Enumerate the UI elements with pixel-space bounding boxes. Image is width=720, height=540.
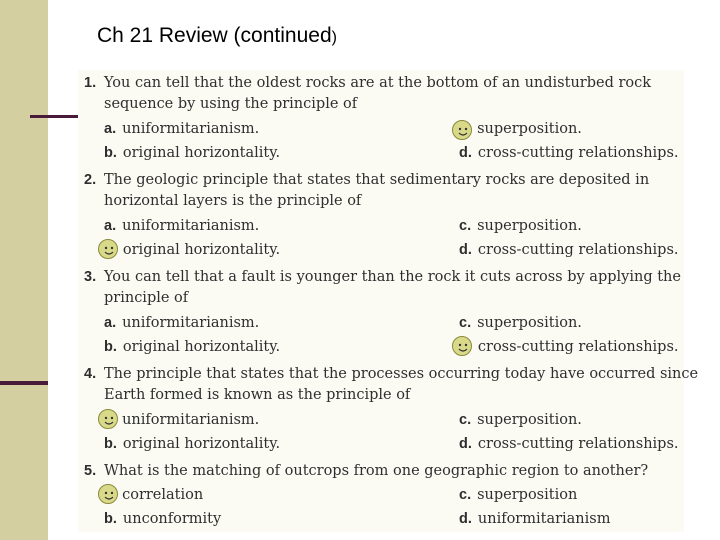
- smiley-face-icon: [98, 484, 118, 504]
- option-b: b. unconformity: [104, 511, 222, 527]
- option-c: superposition.: [477, 121, 582, 137]
- option-a: a. uniformitarianism.: [104, 218, 260, 234]
- accent-rule: [0, 381, 48, 385]
- question-number: 1.: [84, 75, 97, 91]
- question-number: 4.: [84, 366, 97, 382]
- question-number: 2.: [84, 172, 97, 188]
- question-text: The principle that states that the processes occurring today have occurred since: [104, 366, 699, 382]
- option-d: cross-cutting relationships.: [477, 339, 679, 355]
- option-a: uniformitarianism.: [122, 412, 260, 428]
- smiley-face-icon: [98, 409, 118, 429]
- question-text: principle of: [104, 290, 189, 306]
- question-text: You can tell that the oldest rocks are at the bottom of an undisturbed rock: [104, 75, 652, 91]
- smiley-face-icon: [452, 120, 472, 140]
- option-c: c. superposition.: [459, 315, 582, 331]
- question-number: 5.: [84, 463, 97, 479]
- option-c: c. superposition.: [459, 218, 582, 234]
- question-text: horizontal layers is the principle of: [104, 193, 362, 209]
- slide-title: Ch 21 Review (continued): [97, 24, 337, 47]
- smiley-face-icon: [98, 239, 118, 259]
- question-text: What is the matching of outcrops from one geographic region to another?: [104, 463, 649, 479]
- option-a: correlation: [122, 487, 204, 503]
- option-d: d. cross-cutting relationships.: [459, 242, 679, 258]
- accent-rule-short: [30, 115, 80, 118]
- question-text: sequence by using the principle of: [104, 96, 358, 112]
- sidebar-band: [0, 0, 48, 540]
- option-a: a. uniformitarianism.: [104, 315, 260, 331]
- option-b: original horizontality.: [122, 242, 281, 258]
- option-d: d. cross-cutting relationships.: [459, 145, 679, 161]
- option-b: b. original horizontality.: [104, 145, 281, 161]
- option-a: a. uniformitarianism.: [104, 121, 260, 137]
- smiley-face-icon: [452, 336, 472, 356]
- option-c: c. superposition: [459, 487, 578, 503]
- question-text: Earth formed is known as the principle of: [104, 387, 411, 403]
- question-text: The geologic principle that states that sedimentary rocks are deposited in: [104, 172, 650, 188]
- option-b: b. original horizontality.: [104, 436, 281, 452]
- option-b: b. original horizontality.: [104, 339, 281, 355]
- option-c: c. superposition.: [459, 412, 582, 428]
- question-number: 3.: [84, 269, 97, 285]
- option-d: d. uniformitarianism: [459, 511, 611, 527]
- question-text: You can tell that a fault is younger than the rock it cuts across by applying the: [104, 269, 681, 285]
- option-d: d. cross-cutting relationships.: [459, 436, 679, 452]
